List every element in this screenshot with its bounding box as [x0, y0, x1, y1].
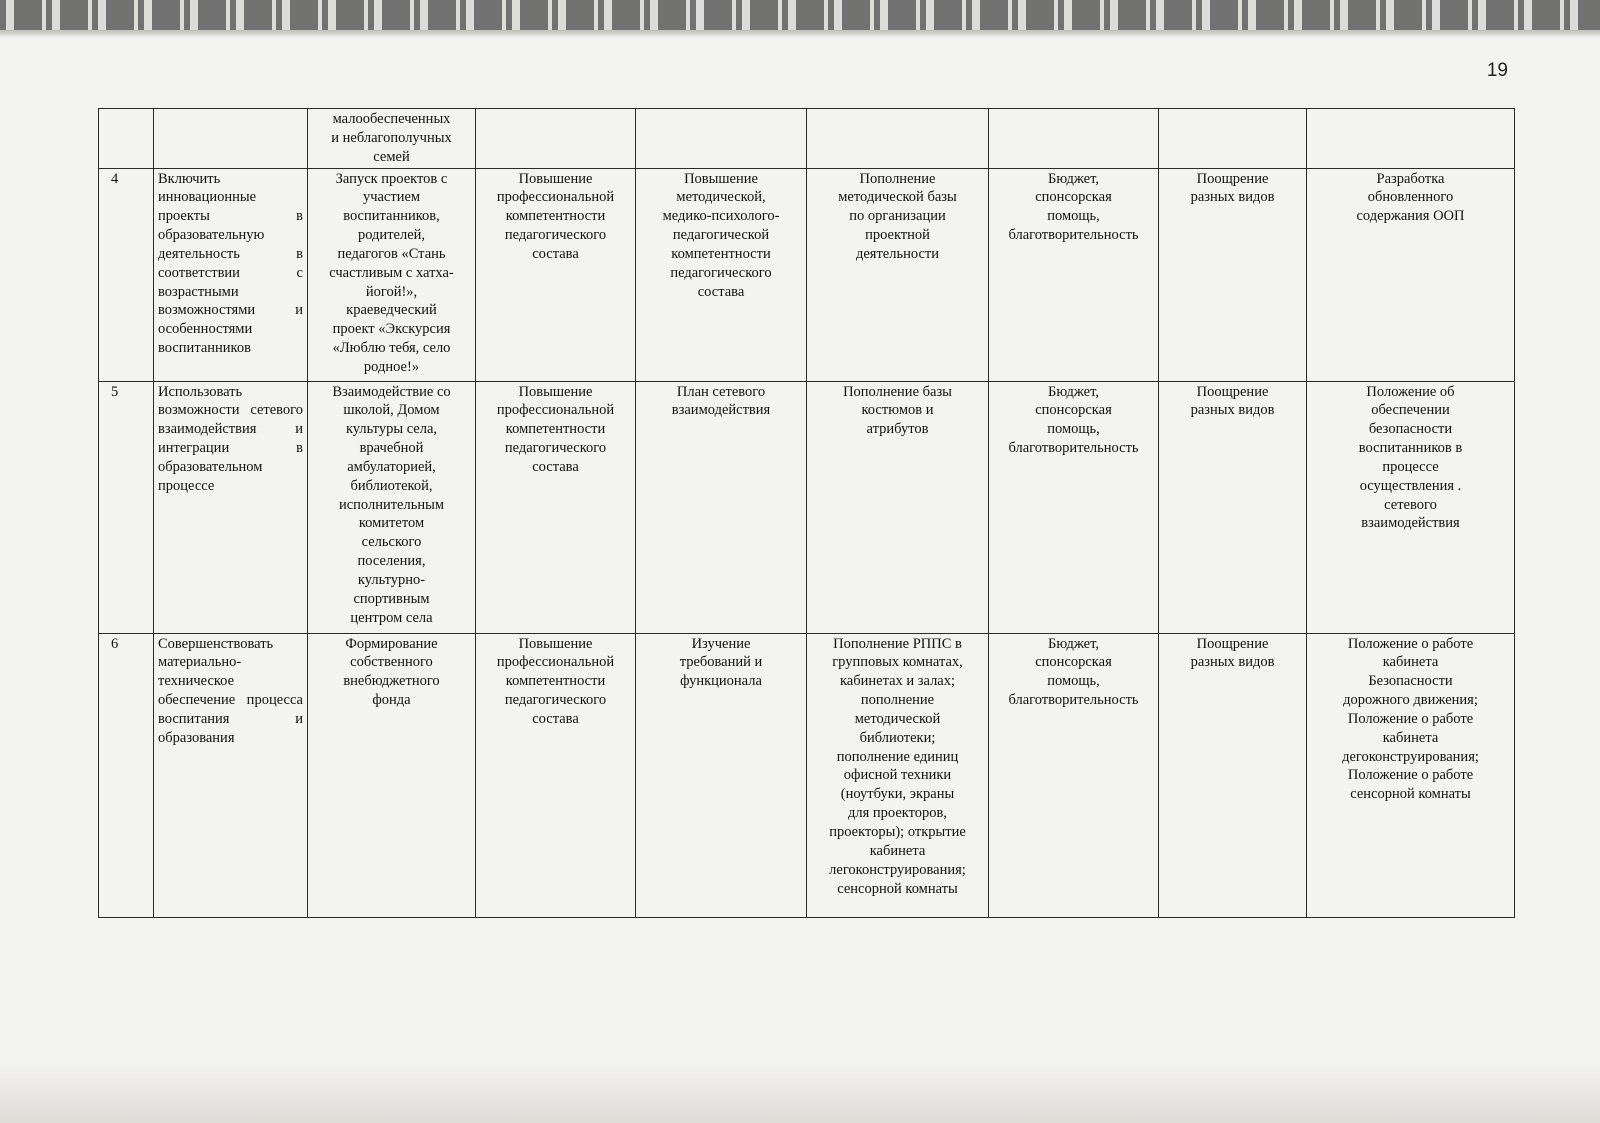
spiral-binding — [0, 0, 1600, 30]
cell-number — [99, 109, 154, 169]
cell-project: Взаимодействие со школой, Домом культуры села, врачебной амбулаторией, библиотекой, исполнительным комитетом сельского поселения, культурно- спортивным центром села — [308, 381, 476, 633]
cell-material: Пополнение методической базы по организации проектной деятельности — [807, 168, 989, 381]
cell-staff — [476, 109, 636, 169]
table-row — [99, 633, 1515, 917]
cell-goal: Включить инновационные проекты в образовательную деятельность в соответствии с возрастными возможностями и особенностями воспитанников — [154, 168, 308, 381]
cell-incentive — [1159, 109, 1307, 169]
cell-goal — [154, 109, 308, 169]
cell-project: Формирование собственного внебюджетного фонда — [308, 633, 476, 917]
cell-methodical: План сетевого взаимодействия — [636, 381, 807, 633]
cell-methodical — [636, 109, 807, 169]
cell-incentive: Поощрение разных видов — [1159, 168, 1307, 381]
page-bottom-edge — [0, 1063, 1600, 1123]
cell-staff: Повышение профессиональной компетентности педагогического состава — [476, 168, 636, 381]
cell-methodical: Изучение требований и функционала — [636, 633, 807, 917]
table-row — [99, 381, 1515, 633]
cell-goal: Совершенствовать материально-техническое обеспечение процесса воспитания и образования — [154, 633, 308, 917]
table-row — [99, 109, 1515, 169]
cell-staff: Повышение профессиональной компетентности педагогического состава — [476, 633, 636, 917]
cell-documents: Положение об обеспечении безопасности воспитанников в процессе осуществления . сетевого взаимодействия — [1307, 381, 1515, 633]
cell-project: Запуск проектов с участием воспитанников, родителей, педагогов «Стань счастливым с хатха- йогой!», краеведческий проект «Экскурсия «Люблю тебя, село родное!» — [308, 168, 476, 381]
cell-number: 5 — [99, 381, 154, 633]
cell-goal: Использовать возможности сетевого взаимодействия и интеграции в образовательном процессе — [154, 381, 308, 633]
cell-number: 6 — [99, 633, 154, 917]
cell-documents: Положение о работе кабинета Безопасности дорожного движения; Положение о работе кабинета дегоконструирования; Положение о работе сенсорной комнаты — [1307, 633, 1515, 917]
cell-documents: Разработка обновленного содержания ООП — [1307, 168, 1515, 381]
table-row — [99, 168, 1515, 381]
cell-material: Пополнение базы костюмов и атрибутов — [807, 381, 989, 633]
cell-documents — [1307, 109, 1515, 169]
page-number: 19 — [1486, 60, 1508, 81]
cell-finance: Бюджет, спонсорская помощь, благотворительность — [989, 633, 1159, 917]
cell-material — [807, 109, 989, 169]
cell-finance — [989, 109, 1159, 169]
cell-incentive: Поощрение разных видов — [1159, 633, 1307, 917]
cell-staff: Повышение профессиональной компетентности педагогического состава — [476, 381, 636, 633]
cell-number: 4 — [99, 168, 154, 381]
cell-methodical: Повышение методической, медико-психолого- педагогической компетентности педагогического состава — [636, 168, 807, 381]
cell-finance: Бюджет, спонсорская помощь, благотворительность — [989, 381, 1159, 633]
cell-incentive: Поощрение разных видов — [1159, 381, 1307, 633]
plan-table — [98, 108, 1515, 918]
cell-project: малообеспеченных и неблагополучных семей — [308, 109, 476, 169]
cell-finance: Бюджет, спонсорская помощь, благотворительность — [989, 168, 1159, 381]
cell-material: Пополнение РППС в групповых комнатах, кабинетах и залах; пополнение методической библиотеки; пополнение единиц офисной техники (ноутбуки, экраны для проекторов, проекторы); открытие кабинета легоконструирования; сенсорной комнаты — [807, 633, 989, 917]
binding-shadow — [0, 30, 1600, 38]
